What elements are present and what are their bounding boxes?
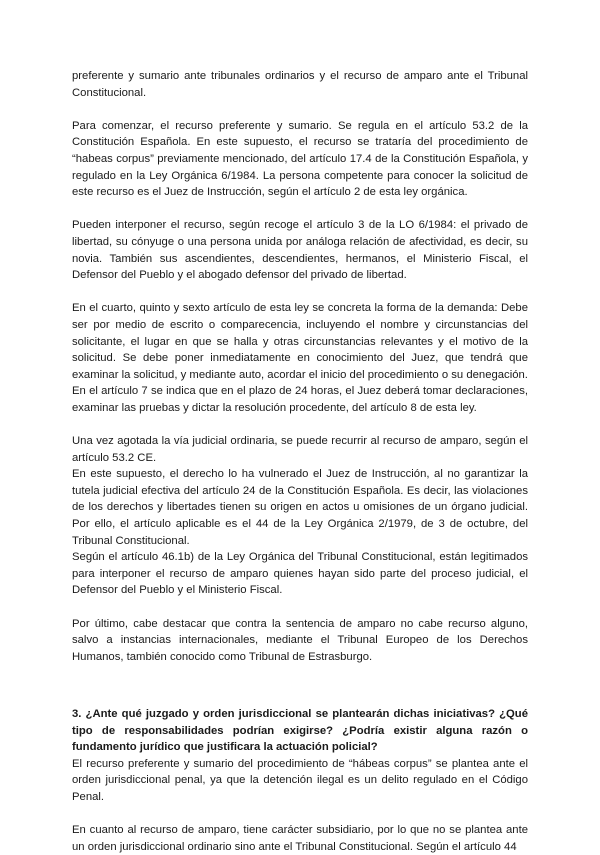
paragraph-vulneracion-juez: En este supuesto, el derecho lo ha vulnerado el Juez de Instrucción, al no garantizar la tutela judicial efectiva del artículo 24 de la Constitución Española. Es decir, las violaciones de los derechos y libertades tienen su origen en actos u omisiones de un órgano judicial. Por ello, el artículo aplicable es el 44 de la Ley Orgánica 2/1979, de 3 de octubre, del Tribunal Constitucional. bbox=[72, 468, 528, 547]
paragraph-orden-penal: El recurso preferente y sumario del procedimiento de “hábeas corpus” se plantea ante el orden jurisdiccional penal, ya que la detención ilegal es un delito regulado en el Código Penal. bbox=[72, 757, 528, 803]
spacer bbox=[72, 284, 528, 301]
paragraph-recurso-preferente: Para comenzar, el recurso preferente y sumario. Se regula en el artículo 53.2 de la Constitución Española. En este supuesto, el recurso se trataría del procedimiento de “habeas corpus” previamente mencionado, del artículo 17.4 de la Constitución Española, y regulado en la Ley Orgánica 6/1984. La persona competente para conocer la solicitud de este recurso es el Juez de Instrucción, según el artículo 2 de esta ley orgánica. bbox=[72, 119, 528, 199]
spacer bbox=[72, 599, 528, 616]
spacer bbox=[72, 416, 528, 433]
paragraph-via-judicial: Una vez agotada la vía judicial ordinaria, se puede recurrir al recurso de amparo, según el artículo 53.2 CE. bbox=[72, 435, 528, 464]
paragraph-forma-demanda: En el cuarto, quinto y sexto artículo de esta ley se concreta la forma de la demanda: Debe ser por medio de escrito o comparecencia, incluyendo el nombre y circunstancias del solicitante, el lugar en que se halla y otras circunstancias relevantes y el motivo de la solicitud. Se debe poner inmediatamente en conocimiento del Juez, que tendrá que examinar la solicitud, y mediante auto, acordar el inicio del procedimiento o su denegación. bbox=[72, 302, 528, 381]
paragraph-legitimados-habeas: Pueden interponer el recurso, según recoge el artículo 3 de la LO 6/1984: el privado de libertad, su cónyuge o una persona unida por análoga relación de afectividad, es decir, su novia. También sus ascendientes, descendientes, hermanos, el Ministerio Fiscal, el Defensor del Pueblo y el abogado defensor del privado de libertad. bbox=[72, 219, 528, 282]
paragraph-legitimados-amparo: Según el artículo 46.1b) de la Ley Orgánica del Tribunal Constitucional, están legitimados para interponer el recurso de amparo quienes hayan sido parte del proceso judicial, el Defensor del Pueblo y el Ministerio Fiscal. bbox=[72, 551, 528, 597]
spacer bbox=[72, 806, 528, 823]
paragraph-conclusion: Por último, cabe destacar que contra la sentencia de amparo no cabe recurso alguno, salvo a instancias internacionales, mediante el Tribunal Europeo de los Derechos Humanos, también conocido como Tribunal de Estrasburgo. bbox=[72, 617, 528, 663]
paragraph-articulo-7: En el artículo 7 se indica que en el plazo de 24 horas, el Juez deberá tomar declaraciones, examinar las pruebas y dictar la resolución procedente, del artículo 8 de esta ley. bbox=[72, 385, 528, 414]
spacer bbox=[72, 682, 528, 706]
section-heading-3: 3. ¿Ante qué juzgado y orden jurisdiccional se plantearán dichas iniciativas? ¿Qué tipo de responsabilidades podrían exigirse? ¿Podría existir alguna razón o fundamento jurídico que justificara la actuación policial? bbox=[72, 707, 528, 754]
spacer bbox=[72, 201, 528, 218]
spacer bbox=[72, 101, 528, 118]
paragraph-amparo-subsidiario: En cuanto al recurso de amparo, tiene carácter subsidiario, por lo que no se plantea ante un orden jurisdiccional ordinario sino ante el Tribunal Constitucional. Según el artículo 44 bbox=[72, 824, 528, 853]
spacer bbox=[72, 665, 528, 682]
paragraph-intro-continuation: preferente y sumario ante tribunales ordinarios y el recurso de amparo ante el Tribunal Constitucional. bbox=[72, 70, 528, 99]
